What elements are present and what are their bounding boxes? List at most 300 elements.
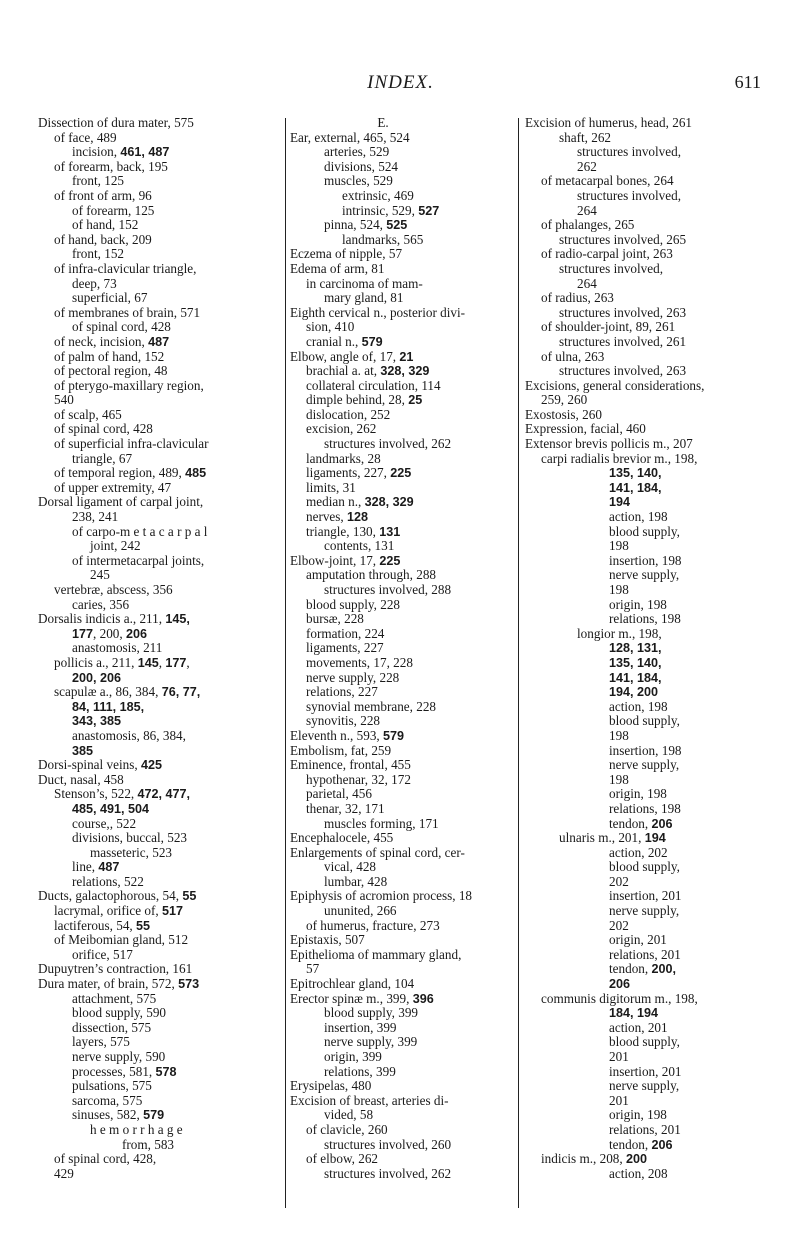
- index-line: [525, 539, 775, 554]
- index-text: of upper extremity, 47: [54, 480, 172, 495]
- index-text: dissection, 575: [72, 1020, 152, 1035]
- index-line: [525, 160, 775, 175]
- index-text: 198: [609, 728, 629, 743]
- index-text: thenar, 32, 171: [306, 801, 385, 816]
- index-text: ulnaris m., 201,: [559, 831, 645, 846]
- index-text: of Meibomian gland, 512: [54, 933, 189, 948]
- index-text: divisions, 524: [324, 159, 399, 174]
- index-line: [290, 1152, 516, 1167]
- index-line: [38, 452, 282, 467]
- index-line: [290, 641, 516, 656]
- index-text: dimple behind, 28,: [306, 393, 409, 408]
- index-line: [38, 773, 282, 788]
- index-text: of spinal cord, 428,: [54, 1152, 157, 1167]
- index-line: [525, 364, 775, 379]
- index-line: [38, 408, 282, 423]
- index-text: nerve supply,: [609, 568, 680, 583]
- index-line: [290, 174, 516, 189]
- index-text: Dorsalis indicis a., 211,: [38, 612, 166, 627]
- index-text: tendon,: [609, 1137, 652, 1152]
- index-line: [38, 685, 282, 700]
- index-text: of forearm, back, 195: [54, 159, 168, 174]
- index-text: nerve supply,: [609, 1079, 680, 1094]
- index-text: 245: [90, 568, 110, 583]
- page-ref-primary: 76, 77,: [161, 685, 201, 700]
- index-line: [290, 992, 516, 1007]
- index-line: [290, 131, 516, 146]
- index-line: [525, 320, 775, 335]
- index-text: collateral circulation, 114: [306, 378, 441, 393]
- index-line: [290, 977, 516, 992]
- page-ref-primary: 177: [72, 626, 94, 641]
- index-text: structures involved, 262: [324, 437, 452, 452]
- index-line: [525, 116, 775, 131]
- index-line: [525, 919, 775, 934]
- index-text: Excision of breast, arteries di-: [290, 1093, 449, 1108]
- index-line: [525, 277, 775, 292]
- index-text: nerve supply,: [609, 758, 680, 773]
- index-text: superficial, 67: [72, 291, 148, 306]
- index-text: caries, 356: [72, 597, 130, 612]
- index-line: [38, 860, 282, 875]
- index-line: [38, 510, 282, 525]
- index-line: [38, 817, 282, 832]
- index-line: [38, 627, 282, 642]
- index-text: of neck, incision,: [54, 334, 149, 349]
- index-line: [290, 846, 516, 861]
- page-ref-primary: 328, 329: [364, 495, 414, 510]
- page-ref-primary: 128, 131,: [609, 641, 662, 656]
- index-text: structures involved, 265: [559, 232, 687, 247]
- index-line: [38, 554, 282, 569]
- index-text: anastomosis, 86, 384,: [72, 728, 186, 743]
- page-ref-primary: 194: [609, 495, 631, 510]
- index-text: Excision of humerus, head, 261: [525, 116, 693, 130]
- index-line: [525, 554, 775, 569]
- index-text: structures involved, 261: [559, 334, 687, 349]
- index-text: structures involved, 260: [324, 1137, 452, 1152]
- page-ref-primary: 200: [626, 1152, 648, 1167]
- index-line: [290, 510, 516, 525]
- index-line: [525, 744, 775, 759]
- index-text: Dura mater, of brain, 572,: [38, 977, 179, 992]
- index-text: muscles forming, 171: [324, 816, 439, 831]
- index-line: [290, 539, 516, 554]
- index-line: [525, 393, 775, 408]
- index-text: muscles, 529: [324, 174, 393, 189]
- index-text: Dupuytren’s contraction, 161: [38, 962, 193, 977]
- index-line: [525, 641, 775, 656]
- page-ref-primary: 200, 206: [72, 670, 122, 685]
- page-ref-primary: 385: [72, 743, 94, 758]
- page-ref-primary: 328, 329: [380, 364, 430, 379]
- index-line: [38, 160, 282, 175]
- index-line: [525, 598, 775, 613]
- index-text: of carpo-m e t a c a r p a l: [72, 524, 208, 539]
- index-text: Dorsi-spinal veins,: [38, 758, 141, 773]
- index-line: [38, 393, 282, 408]
- index-line: [38, 1065, 282, 1080]
- index-line: [290, 656, 516, 671]
- index-line: [290, 904, 516, 919]
- index-text: 201: [609, 1093, 629, 1108]
- index-line: [525, 948, 775, 963]
- index-line: [38, 904, 282, 919]
- index-line: [290, 495, 516, 510]
- index-text: Ducts, galactophorous, 54,: [38, 889, 183, 904]
- index-line: [38, 583, 282, 598]
- index-line: [290, 1167, 516, 1182]
- index-line: [290, 277, 516, 292]
- index-line: [38, 116, 282, 131]
- index-line: [290, 568, 516, 583]
- index-line: [290, 1123, 516, 1138]
- index-line: [38, 875, 282, 890]
- index-line: [525, 671, 775, 686]
- index-line: [38, 992, 282, 1007]
- index-text: structures involved, 262: [324, 1166, 452, 1181]
- index-line: [290, 364, 516, 379]
- index-text: brachial a. at,: [306, 364, 381, 379]
- index-line: [525, 977, 775, 992]
- index-line: [525, 729, 775, 744]
- index-text: layers, 575: [72, 1035, 130, 1050]
- index-line: [525, 817, 775, 832]
- index-line: [38, 320, 282, 335]
- index-line: [38, 962, 282, 977]
- index-line: [38, 1050, 282, 1065]
- index-text: of intermetacarpal joints,: [72, 553, 205, 568]
- index-line: [525, 583, 775, 598]
- index-line: [290, 919, 516, 934]
- index-text: 264: [577, 276, 597, 291]
- running-title: INDEX.: [367, 72, 434, 93]
- index-line: [38, 204, 282, 219]
- index-text: relations, 522: [72, 874, 144, 889]
- index-line: [290, 817, 516, 832]
- index-line: [525, 495, 775, 510]
- index-text: blood supply, 399: [324, 1006, 419, 1021]
- page-ref-primary: 578: [155, 1064, 177, 1079]
- index-line: [525, 1167, 775, 1182]
- page-ref-primary: 396: [412, 991, 434, 1006]
- index-line: [525, 1138, 775, 1153]
- index-line: [38, 525, 282, 540]
- index-line: [290, 554, 516, 569]
- index-text: front, 152: [72, 247, 125, 262]
- index-line: [525, 802, 775, 817]
- index-line: [38, 1167, 282, 1182]
- index-text: longior m., 198,: [577, 626, 662, 641]
- page-ref-primary: 472, 477,: [137, 787, 191, 802]
- page-ref-primary: 145: [137, 655, 159, 670]
- page-ref-primary: 145,: [165, 612, 190, 627]
- index-text: relations, 198: [609, 612, 681, 627]
- index-text: Encephalocele, 455: [290, 831, 394, 846]
- index-text: extrinsic, 469: [342, 188, 414, 203]
- index-text: 264: [577, 203, 597, 218]
- index-text: structures involved,: [577, 145, 682, 160]
- index-text: lumbar, 428: [324, 874, 388, 889]
- index-text: of clavicle, 260: [306, 1122, 388, 1137]
- index-text: blood supply, 590: [72, 1006, 167, 1021]
- index-line: [290, 422, 516, 437]
- index-line: [525, 291, 775, 306]
- index-text: Elbow-joint, 17,: [290, 553, 380, 568]
- index-text: attachment, 575: [72, 991, 157, 1006]
- index-line: [525, 262, 775, 277]
- index-line: [290, 145, 516, 160]
- page-ref-primary: 573: [178, 977, 200, 992]
- index-text: course,, 522: [72, 816, 137, 831]
- index-text: Embolism, fat, 259: [290, 743, 392, 758]
- index-text: of radio-carpal joint, 263: [541, 247, 673, 262]
- index-line: [525, 525, 775, 540]
- index-line: [525, 1006, 775, 1021]
- index-text: blood supply,: [609, 524, 680, 539]
- index-line: [525, 422, 775, 437]
- index-line: [525, 1035, 775, 1050]
- index-text: blood supply, 228: [306, 597, 401, 612]
- index-line: [525, 700, 775, 715]
- index-text: mary gland, 81: [324, 291, 404, 306]
- index-text: Erysipelas, 480: [290, 1079, 372, 1094]
- index-text: of scalp, 465: [54, 407, 122, 422]
- index-line: [38, 539, 282, 554]
- page-ref-primary: 461, 487: [120, 145, 170, 160]
- section-letter: [250, 116, 516, 131]
- index-line: [290, 700, 516, 715]
- index-text: 201: [609, 1050, 629, 1064]
- index-text: insertion, 198: [609, 743, 682, 758]
- index-text: Edema of arm, 81: [290, 261, 385, 276]
- index-text: Epistaxis, 507: [290, 933, 365, 948]
- index-text: excision, 262: [306, 422, 377, 437]
- index-line: [525, 510, 775, 525]
- index-line: [525, 962, 775, 977]
- page-ref-primary: 527: [418, 203, 440, 218]
- index-line: [290, 335, 516, 350]
- index-line: [38, 1152, 282, 1167]
- page-ref-primary: 135, 140,: [609, 466, 662, 481]
- index-line: [290, 189, 516, 204]
- index-text: Stenson’s, 522,: [54, 787, 138, 802]
- index-text: tendon,: [609, 816, 652, 831]
- index-text: limits, 31: [306, 480, 356, 495]
- index-text: sinuses, 582,: [72, 1108, 144, 1123]
- index-text: sion, 410: [306, 320, 355, 335]
- index-line: [38, 262, 282, 277]
- index-text: triangle, 130,: [306, 524, 380, 539]
- index-line: [38, 656, 282, 671]
- index-text: action, 198: [609, 699, 668, 714]
- index-line: [38, 247, 282, 262]
- index-text: amputation through, 288: [306, 568, 437, 583]
- index-line: [290, 466, 516, 481]
- index-text: 198: [609, 539, 629, 554]
- index-line: [525, 1152, 775, 1167]
- index-line: [38, 671, 282, 686]
- index-text: structures involved,: [577, 188, 682, 203]
- index-line: [525, 787, 775, 802]
- index-text: of pectoral region, 48: [54, 364, 168, 379]
- index-line: [290, 525, 516, 540]
- index-text: 198: [609, 583, 629, 597]
- index-line: [525, 233, 775, 248]
- page-ref-primary: 55: [136, 918, 151, 933]
- index-text: of ulna, 263: [541, 349, 605, 364]
- index-line: [38, 379, 282, 394]
- index-line: [38, 714, 282, 729]
- page-ref-primary: 206: [609, 977, 631, 992]
- index-text: landmarks, 28: [306, 451, 381, 466]
- page-ref-primary: 487: [148, 334, 170, 349]
- index-text: divisions, buccal, 523: [72, 831, 188, 846]
- index-line: [290, 787, 516, 802]
- index-text: 262: [577, 159, 597, 174]
- index-text: blood supply,: [609, 1035, 680, 1050]
- index-text: of humerus, fracture, 273: [306, 918, 440, 933]
- index-text: pollicis a., 211,: [54, 655, 138, 670]
- index-line: [525, 714, 775, 729]
- index-line: [290, 758, 516, 773]
- index-line: [38, 1123, 282, 1138]
- index-line: [525, 131, 775, 146]
- index-text: relations, 399: [324, 1064, 396, 1079]
- index-line: [525, 204, 775, 219]
- index-line: [525, 627, 775, 642]
- index-text: 429: [54, 1166, 74, 1181]
- index-column-2: [290, 116, 516, 1181]
- index-text: action, 208: [609, 1166, 668, 1181]
- page-ref-primary: 131: [379, 524, 401, 539]
- index-text: ligaments, 227,: [306, 466, 391, 481]
- index-text: insertion, 201: [609, 889, 682, 904]
- index-line: [290, 889, 516, 904]
- index-line: [525, 904, 775, 919]
- page-ref-primary: 485: [185, 466, 207, 481]
- index-text: structures involved, 288: [324, 583, 452, 597]
- index-line: [38, 568, 282, 583]
- index-line: [290, 160, 516, 175]
- index-text: action, 198: [609, 510, 668, 525]
- index-text: lactiferous, 54,: [54, 918, 137, 933]
- page-ref-primary: 84, 111, 185,: [72, 699, 145, 714]
- index-line: [525, 875, 775, 890]
- index-text: of superficial infra-clavicular: [54, 437, 209, 452]
- index-line: [38, 889, 282, 904]
- index-line: [525, 481, 775, 496]
- index-text: masseteric, 523: [90, 845, 173, 860]
- index-line: [290, 393, 516, 408]
- index-text: cranial n.,: [306, 334, 362, 349]
- index-text: lacrymal, orifice of,: [54, 904, 163, 919]
- index-line: [38, 335, 282, 350]
- index-line: [38, 787, 282, 802]
- index-line: [38, 744, 282, 759]
- index-line: [38, 948, 282, 963]
- page-ref-primary: 206: [125, 626, 147, 641]
- index-line: [290, 875, 516, 890]
- index-line: [290, 671, 516, 686]
- page-ref-primary: 141, 184,: [609, 480, 662, 495]
- page-ref-primary: 21: [399, 349, 414, 364]
- index-line: [38, 641, 282, 656]
- index-line: [38, 758, 282, 773]
- index-text: Excisions, general considerations,: [525, 378, 705, 393]
- index-line: [290, 583, 516, 598]
- index-line: [38, 612, 282, 627]
- index-line: [290, 802, 516, 817]
- page-ref-primary: 200,: [651, 962, 677, 977]
- index-text: nerves,: [306, 510, 348, 525]
- index-text: insertion, 201: [609, 1064, 682, 1079]
- index-text: Elbow, angle of, 17,: [290, 349, 400, 364]
- index-text: Epitrochlear gland, 104: [290, 977, 415, 992]
- index-line: [38, 233, 282, 248]
- index-line: [525, 189, 775, 204]
- index-column-3: [525, 116, 775, 1181]
- index-text: movements, 17, 228: [306, 655, 413, 670]
- index-text: of palm of hand, 152: [54, 349, 165, 364]
- index-text: of radius, 263: [541, 291, 614, 306]
- index-text: relations, 227: [306, 685, 378, 700]
- column-divider: [285, 118, 286, 1208]
- index-text: Epiphysis of acromion process, 18: [290, 889, 473, 904]
- index-text: intrinsic, 529,: [342, 203, 419, 218]
- index-text: hypothenar, 32, 172: [306, 772, 411, 787]
- index-line: [290, 612, 516, 627]
- index-text: of hand, 152: [72, 218, 139, 233]
- index-text: indicis m., 208,: [541, 1152, 626, 1167]
- index-line: [38, 933, 282, 948]
- index-text: processes, 581,: [72, 1064, 156, 1079]
- index-text: structures involved, 263: [559, 305, 687, 320]
- index-text: 202: [609, 918, 629, 933]
- index-text: Dissection of dura mater, 575: [38, 116, 194, 130]
- page-ref-primary: 579: [143, 1108, 165, 1123]
- index-text: relations, 201: [609, 1122, 681, 1137]
- index-line: [525, 889, 775, 904]
- index-line: [525, 933, 775, 948]
- index-text: , 200,: [93, 626, 126, 641]
- index-text: 238, 241: [72, 510, 119, 525]
- page-ref-primary: 517: [162, 904, 184, 919]
- index-line: [290, 744, 516, 759]
- index-text: origin, 198: [609, 597, 667, 612]
- index-line: [525, 1094, 775, 1109]
- index-text: joint, 242: [90, 539, 141, 554]
- page-ref-primary: 206: [651, 1137, 673, 1152]
- index-text: tendon,: [609, 962, 652, 977]
- index-line: [290, 233, 516, 248]
- index-text: anastomosis, 211: [72, 641, 163, 656]
- index-line: [38, 846, 282, 861]
- index-text: of pterygo-maxillary region,: [54, 378, 204, 393]
- index-line: [525, 466, 775, 481]
- index-line: [38, 306, 282, 321]
- index-line: [525, 1050, 775, 1065]
- index-text: Extensor brevis pollicis m., 207: [525, 437, 693, 452]
- index-line: [38, 1138, 282, 1153]
- index-text: of infra-clavicular triangle,: [54, 261, 197, 276]
- page-ref-primary: 194, 200: [609, 685, 659, 700]
- index-text: ,: [186, 655, 190, 670]
- index-text: sarcoma, 575: [72, 1093, 143, 1108]
- page-ref-primary: 184, 194: [609, 1006, 659, 1021]
- index-line: [290, 1108, 516, 1123]
- index-text: blood supply,: [609, 714, 680, 729]
